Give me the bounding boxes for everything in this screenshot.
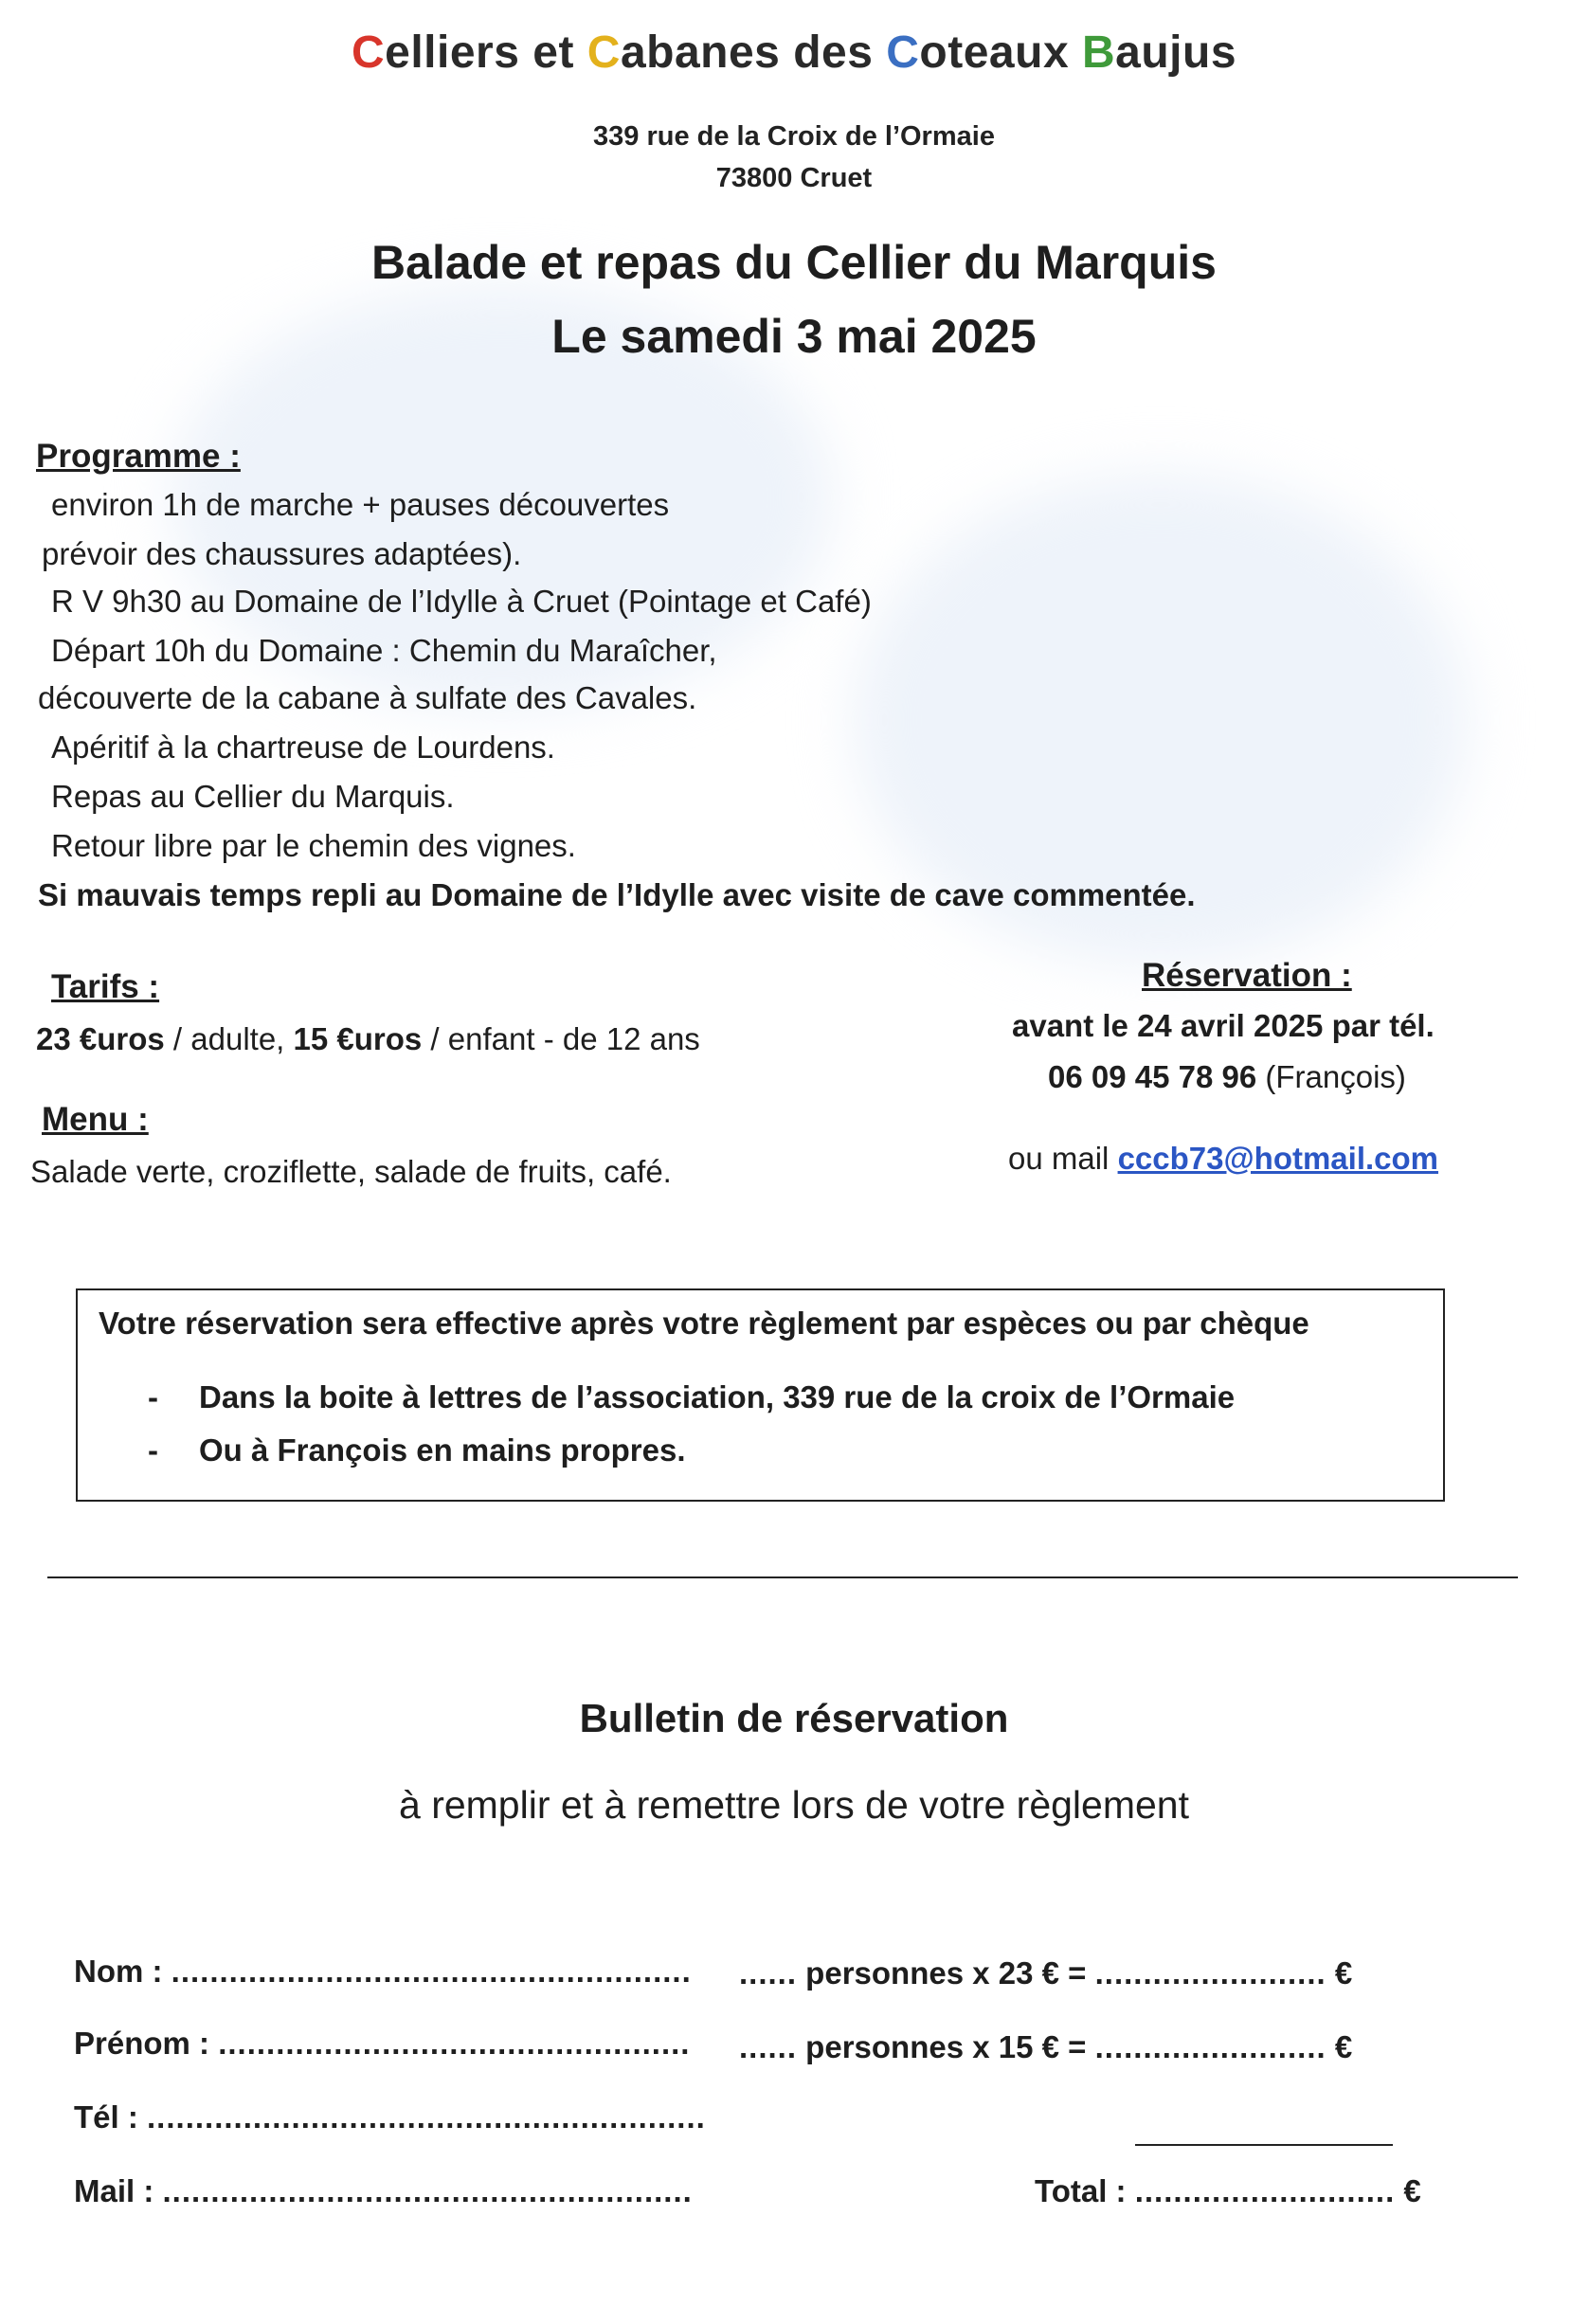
child-price: 15 €uros [293,1021,423,1056]
notice-bullet: - [148,1379,158,1414]
field-mail[interactable] [74,2173,693,2209]
menu-text: Salade verte, croziflette, salade de fruits, café. [30,1154,672,1189]
org-part: abanes des [620,27,887,78]
sum-line [1135,2144,1393,2146]
programme-line: Départ 10h du Domaine : Chemin du Maraîcher, [51,633,717,668]
programme-line: Apéritif à la chartreuse de Lourdens. [51,730,555,765]
programme-heading: Programme : [36,438,241,475]
amount-dots: ........................ [1094,1955,1326,1991]
mail-label: ou mail [1008,1141,1118,1176]
total-label: Total : [1035,2173,1135,2208]
fill-dots: ....................................................... [162,2173,693,2208]
field-tel[interactable] [74,2099,706,2135]
event-date: Le samedi 3 mai 2025 [551,310,1037,363]
calc-total[interactable] [1035,2173,1421,2209]
euro-unit: € [1395,2173,1421,2208]
email-link[interactable]: cccb73@hotmail.com [1117,1141,1439,1176]
programme-line: Retour libre par le chemin des vignes. [51,828,576,863]
field-label: Prénom : [74,2026,219,2061]
euro-unit: € [1326,2029,1353,2064]
amount-dots: ........................ [1094,2029,1326,2064]
programme-line: R V 9h30 au Domaine de l’Idylle à Cruet (Pointage et Café) [51,584,872,619]
child-text: / enfant - de 12 ans [422,1021,700,1056]
notice-item: Ou à François en mains propres. [199,1432,686,1468]
field-label: Nom : [74,1954,171,1989]
menu-heading: Menu : [42,1101,149,1138]
reservation-phone-line [1048,1059,1406,1095]
organization-name [0,27,1588,79]
org-initial: C [886,27,920,78]
qty-dots: ...... [739,1955,798,1991]
notice-intro: Votre réservation sera effective après votre règlement par espèces ou par chèque [99,1306,1309,1341]
bulletin-title: Bulletin de réservation [579,1696,1009,1740]
fill-dots: .......................................................... [147,2099,706,2135]
calc-text: personnes x 15 € = [797,2029,1095,2064]
notice-item: Dans la boite à lettres de l’association, 339 rue de la croix de l’Ormaie [199,1379,1236,1414]
reservation-heading: Réservation : [1142,957,1352,994]
qty-dots: ...... [739,2029,798,2064]
programme-line: environ 1h de marche + pauses découvertes [51,487,670,522]
field-nom[interactable] [74,1954,692,1990]
reservation-deadline: avant le 24 avril 2025 par tél. [1012,1008,1435,1043]
org-part: oteaux [919,27,1082,78]
org-initial: C [586,27,621,78]
fill-dots: ...................................................... [171,1954,692,1989]
programme-line: découverte de la cabane à sulfate des Cavales. [38,680,697,715]
tarifs-text [36,1021,700,1057]
org-initial: B [1081,27,1116,78]
calc-child[interactable] [739,2029,1352,2065]
calc-text: personnes x 23 € = [797,1955,1095,1991]
org-part: elliers et [385,27,587,78]
reservation-mail-line [1008,1141,1438,1177]
programme-line: prévoir des chaussures adaptées). [42,536,522,571]
adult-text: / adulte, [164,1021,294,1056]
field-prenom[interactable] [74,2026,690,2062]
adult-price: 23 €uros [36,1021,165,1056]
bulletin-subtitle: à remplir et à remettre lors de votre règlement [399,1783,1189,1827]
field-label: Mail : [74,2173,163,2208]
euro-unit: € [1326,1955,1353,1991]
cut-line [47,1576,1518,1578]
reservation-phone-name: (François) [1256,1059,1406,1094]
total-dots: ........................... [1134,2173,1396,2208]
reservation-phone: 06 09 45 78 96 [1048,1059,1257,1094]
address-line1: 339 rue de la Croix de l’Ormaie [593,121,995,152]
org-initial: C [351,27,386,78]
event-title: Balade et repas du Cellier du Marquis [371,236,1217,289]
field-label: Tél : [74,2099,148,2135]
tarifs-heading: Tarifs : [51,968,160,1005]
notice-bullet: - [148,1432,158,1468]
fill-dots: ................................................. [218,2026,691,2061]
org-part: aujus [1115,27,1237,78]
bad-weather-note: Si mauvais temps repli au Domaine de l’Idylle avec visite de cave commentée. [38,877,1196,912]
programme-line: Repas au Cellier du Marquis. [51,779,455,814]
calc-adult[interactable] [739,1955,1352,1991]
address-line2: 73800 Cruet [715,163,873,193]
